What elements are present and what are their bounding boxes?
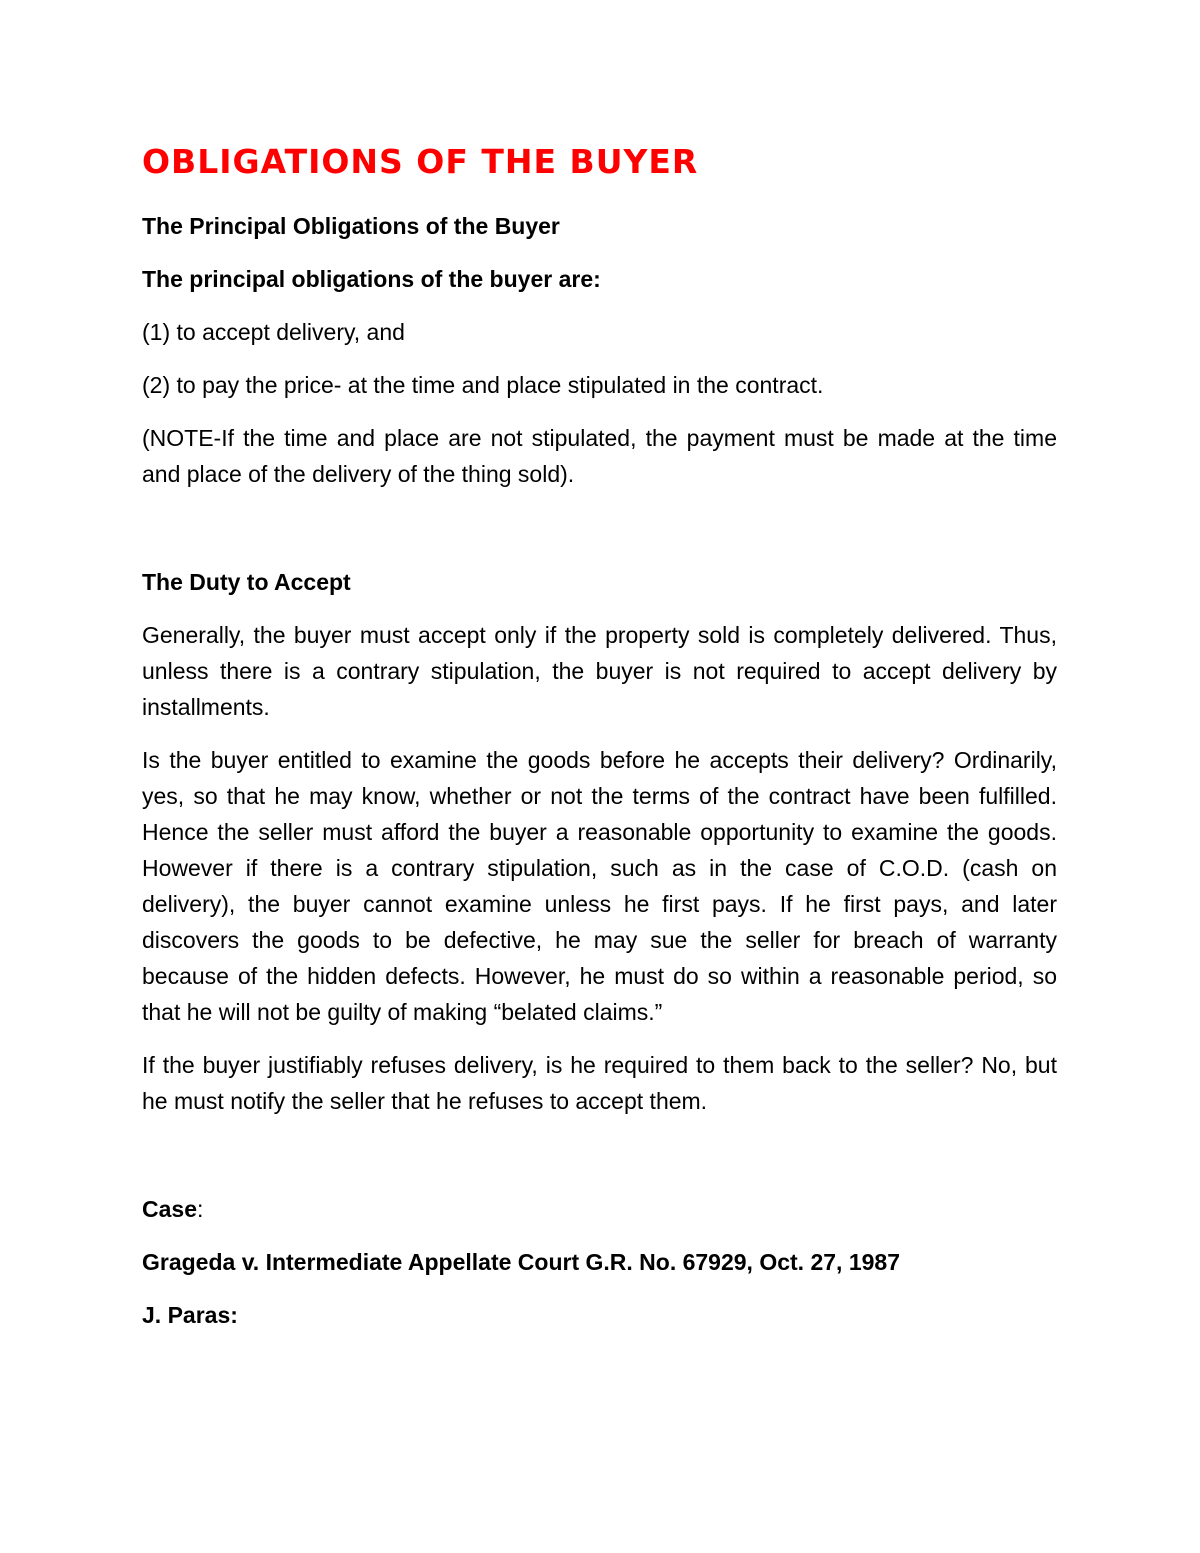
list-item-pay-price: (2) to pay the price- at the time and place stipulated in the contract. bbox=[142, 372, 824, 398]
list-item-accept-delivery: (1) to accept delivery, and bbox=[142, 319, 405, 345]
document-content bbox=[142, 140, 1057, 1333]
case-label: Case bbox=[142, 1196, 197, 1222]
paragraph-generally: Generally, the buyer must accept only if the property sold is completely delivered. Thus, unless there is a contrary stipulation, the buyer is not required to accept delivery by installments. bbox=[142, 622, 1057, 720]
heading-principal-obligations: The Principal Obligations of the Buyer bbox=[142, 213, 560, 239]
justice-line: J. Paras: bbox=[142, 1302, 238, 1328]
intro-text: The principal obligations of the buyer are: bbox=[142, 266, 601, 292]
heading-duty-to-accept: The Duty to Accept bbox=[142, 569, 351, 595]
paragraph-refuses-delivery: If the buyer justifiably refuses delivery, is he required to them back to the seller? No, but he must notify the seller that he refuses to accept them. bbox=[142, 1052, 1057, 1114]
document-title: OBLIGATIONS OF THE BUYER bbox=[142, 142, 699, 181]
case-title: Grageda v. Intermediate Appellate Court G.R. No. 67929, Oct. 27, 1987 bbox=[142, 1249, 900, 1275]
note-paragraph: (NOTE-If the time and place are not stipulated, the payment must be made at the time and place of the delivery of the thing sold). bbox=[142, 425, 1057, 487]
paragraph-examine-goods: Is the buyer entitled to examine the goods before he accepts their delivery? Ordinarily, yes, so that he may know, whether or not the terms of the contract have been fulfilled. Hence the seller must afford the buyer a reasonable opportunity to examine the goods. However if there is a contrary stipulation, such as in the case of C.O.D. (cash on delivery), the buyer cannot examine unless he first pays. If he first pays, and later discovers the goods to be defective, he may sue the seller for breach of warranty because of the hidden defects. However, he must do so within a reasonable period, so that he will not be guilty of making “belated claims.” bbox=[142, 747, 1057, 1025]
case-colon: : bbox=[196, 1196, 204, 1222]
case-label-line bbox=[142, 1191, 1057, 1227]
